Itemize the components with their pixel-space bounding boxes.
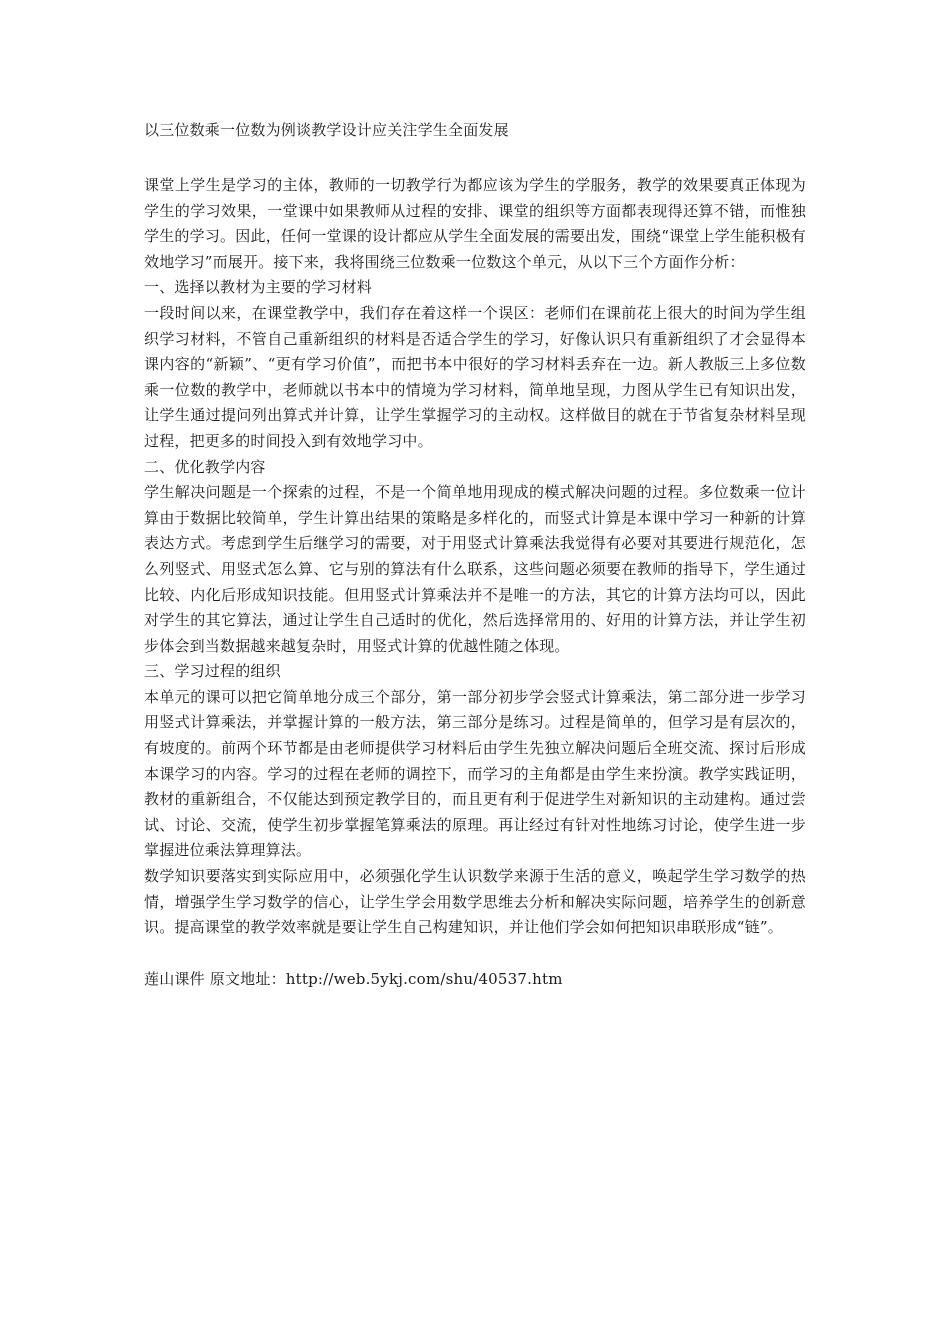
document-title: 以三位数乘一位数为例谈教学设计应关注学生全面发展 [144, 121, 509, 139]
section-1-heading: 一、选择以教材为主要的学习材料 [144, 278, 373, 297]
document-page [144, 118, 806, 992]
section-2-heading: 二、优化教学内容 [144, 457, 266, 476]
intro-paragraph: 课堂上学生是学习的主体，教师的一切教学行为都应该为学生的学服务，教学的效果要真正体现为学生的学习效果，一堂课中如果教师从过程的安排、课堂的组织等方面都表现得还算不错，而惟独学生的学习。因此，任何一堂课的设计都应从学生全面发展的需要出发，围绕“课堂上学生能积极有效地学习”而展开。接下来，我将围绕三位数乘一位数这个单元，从以下三个方面作分析： [144, 176, 806, 271]
closing-paragraph: 数学知识要落实到实际应用中，必须强化学生认识数学来源于生活的意义，唤起学生学习数学的热情，增强学生学习数学的信心，让学生学会用数学思维去分析和解决实际问题，培养学生的创新意识。提高课堂的教学效率就是要让学生自己构建知识，并让他们学会如何把知识串联形成“链”。 [144, 867, 806, 937]
source-footer: 莲山课件 原文地址：http://web.5ykj.com/shu/40537.htm [144, 969, 563, 988]
section-1-body: 一段时间以来，在课堂教学中，我们存在着这样一个误区：老师们在课前花上很大的时间为学生组织学习材料，不管自己重新组织的材料是否适合学生的学习，好像认识只有重新组织了才会显得本课内容的“新颖”、“更有学习价值”，而把书本中很好的学习材料丢弃在一边。新人教版三上多位数乘一位数的教学中，老师就以书本中的情境为学习材料，简单地呈现，力图从学生已有知识出发，让学生通过提问列出算式并计算，让学生掌握学习的主动权。这样做目的就在于节省复杂材料呈现过程，把更多的时间投入到有效地学习中。 [144, 303, 806, 450]
section-3-heading: 三、学习过程的组织 [144, 662, 281, 681]
section-2-body: 学生解决问题是一个探索的过程，不是一个简单地用现成的模式解决问题的过程。多位数乘一位计算由于数据比较简单，学生计算出结果的策略是多样化的，而竖式计算是本课中学习一种新的计算表达方式。考虑到学生后继学习的需要，对于用竖式计算乘法我觉得有必要对其要进行规范化，怎么列竖式、用竖式怎么算、它与别的算法有什么联系，这些问题必须要在教师的指导下，学生通过比较、内化后形成知识技能。但用竖式计算乘法并不是唯一的方法，其它的计算方法均可以，因此对学生的其它算法，通过让学生自己适时的优化，然后选择常用的、好用的计算方法，并让学生初步体会到当数据越来越复杂时，用竖式计算的优越性随之体现。 [144, 483, 806, 655]
section-3-body: 本单元的课可以把它简单地分成三个部分，第一部分初步学会竖式计算乘法，第二部分进一步学习用竖式计算乘法，并掌握计算的一般方法，第三部分是练习。过程是简单的，但学习是有层次的，有坡度的。前两个环节都是由老师提供学习材料后由学生先独立解决问题后全班交流、探讨后形成本课学习的内容。学习的过程在老师的调控下，而学习的主角都是由学生来扮演。教学实践证明，教材的重新组合，不仅能达到预定教学目的，而且更有利于促进学生对新知识的主动建构。通过尝试、讨论、交流，使学生初步掌握笔算乘法的原理。再让经过有针对性地练习讨论，使学生进一步掌握进位乘法算理算法。 [144, 687, 806, 860]
